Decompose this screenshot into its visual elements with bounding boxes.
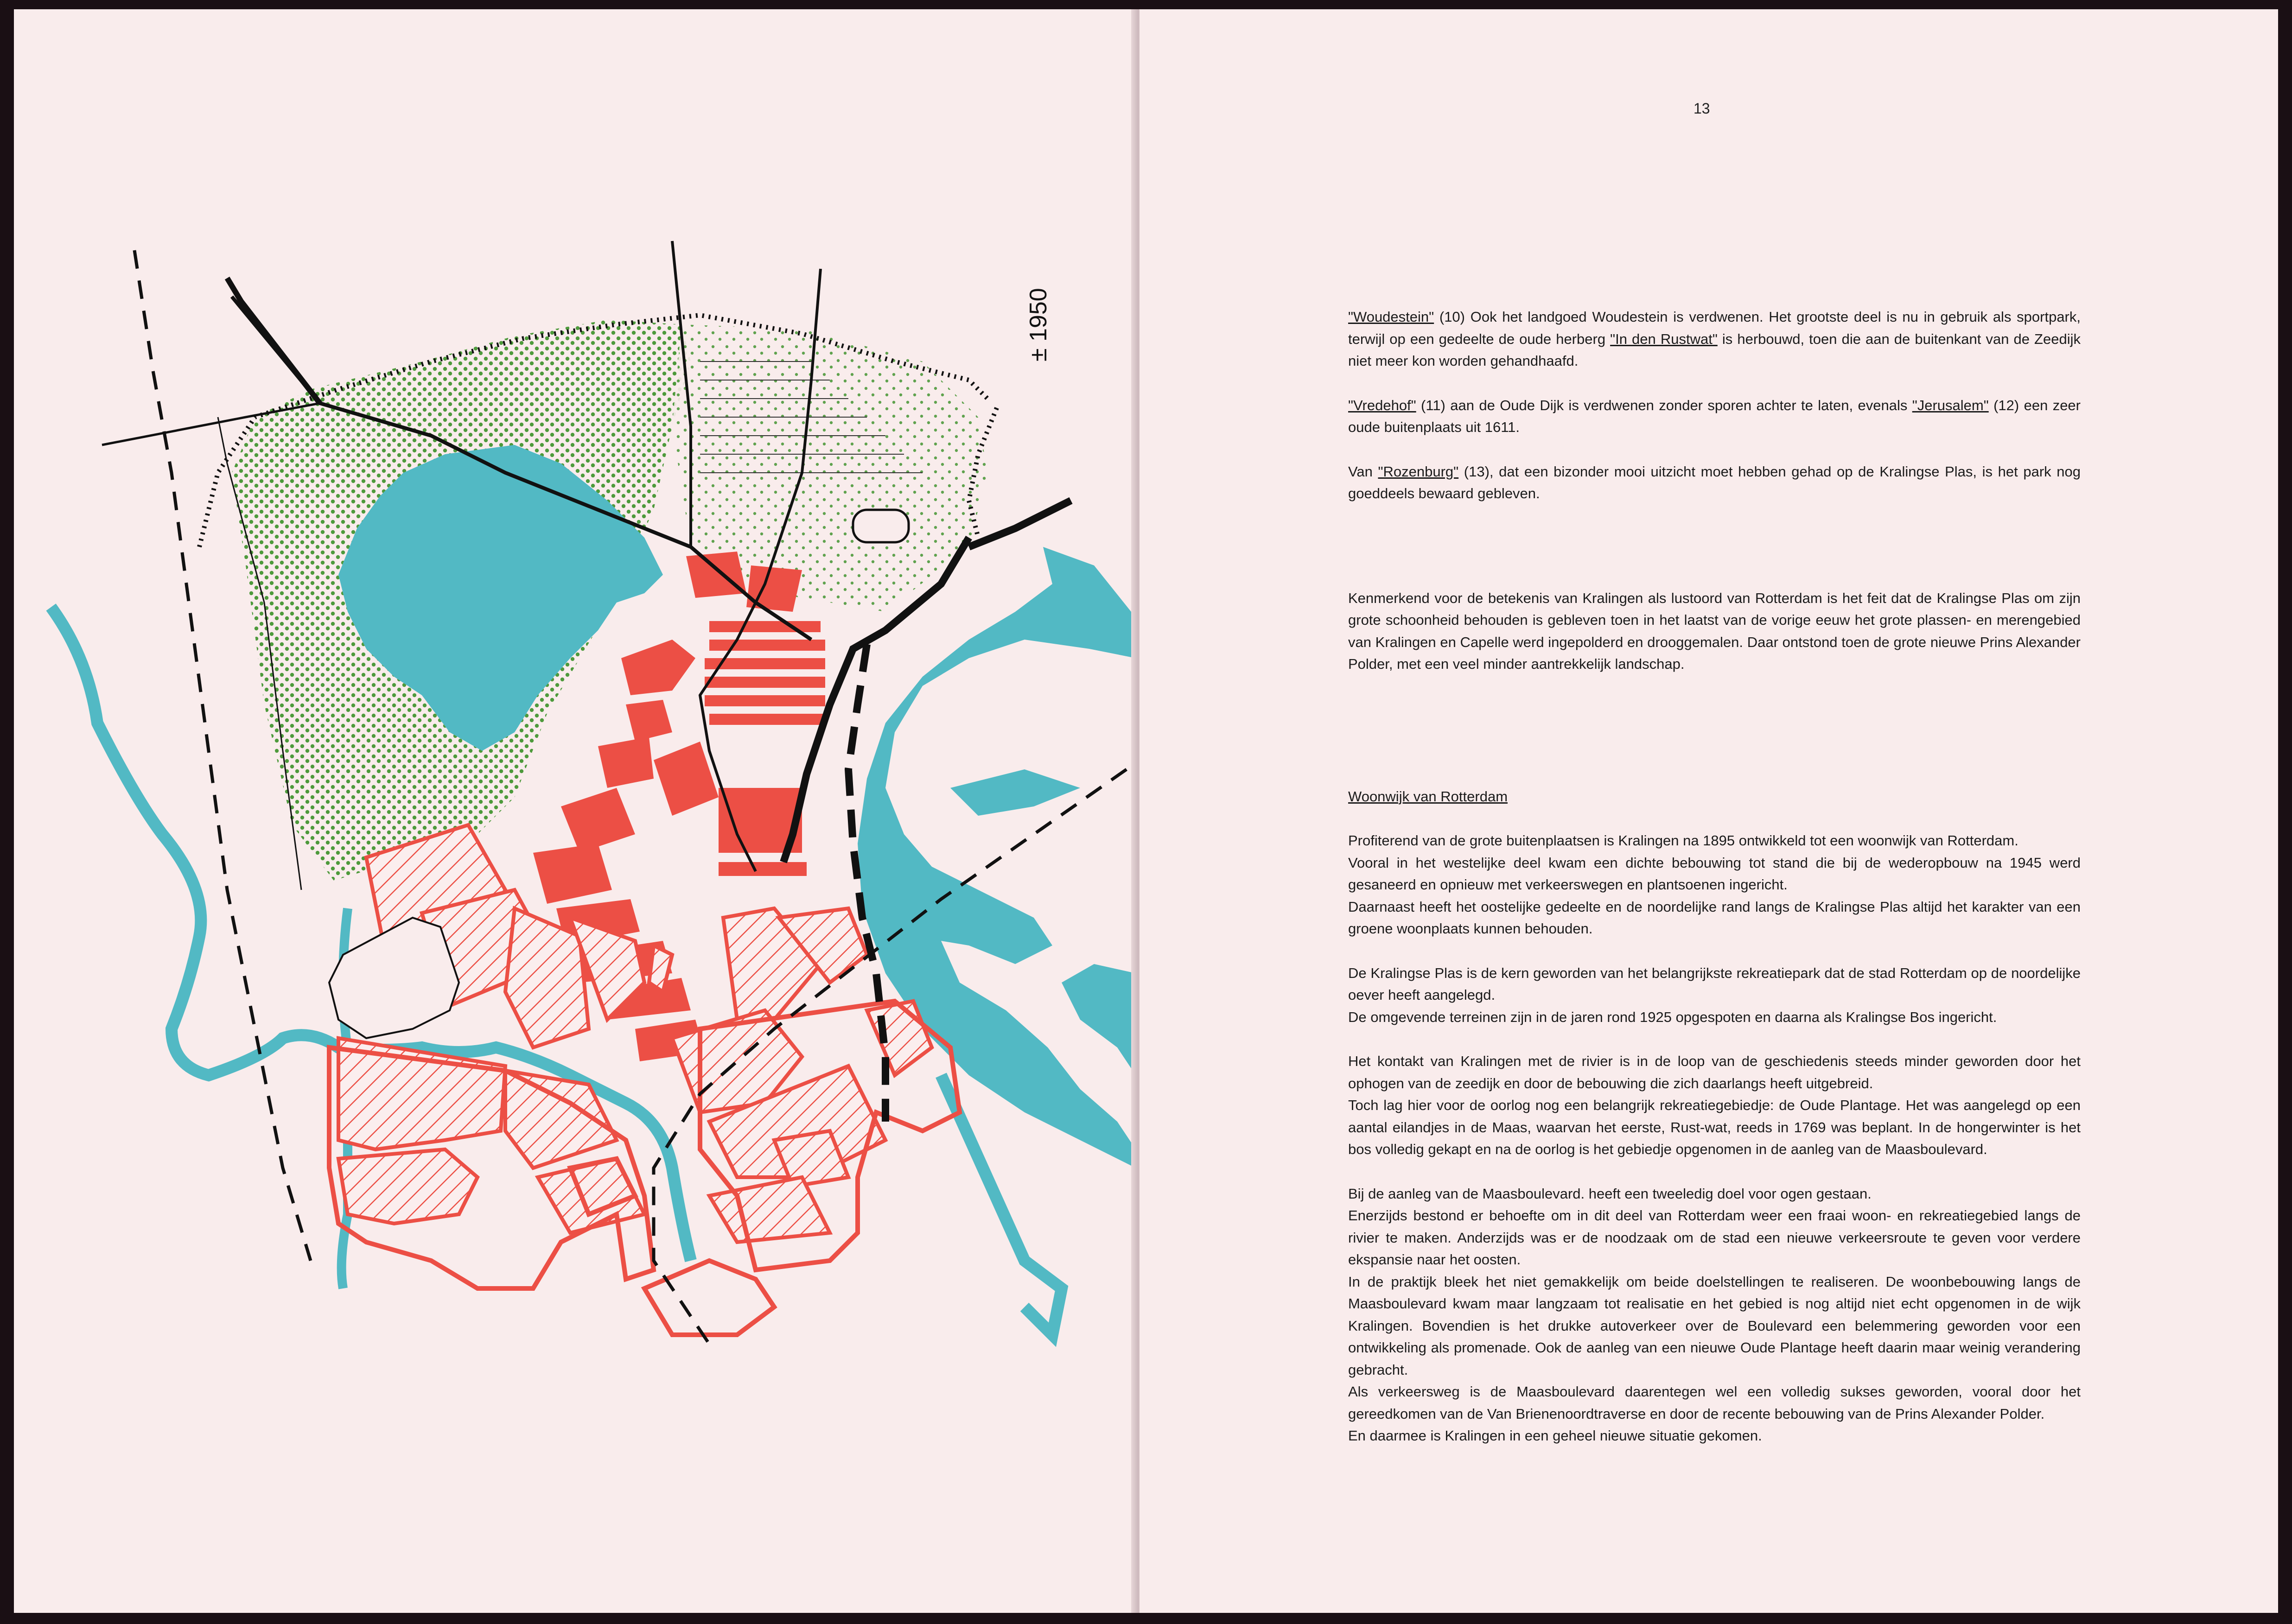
para4-line: En daarmee is Kralingen in een geheel nieuwe situatie gekomen.: [1348, 1427, 1762, 1444]
para2-line: De Kralingse Plas is de kern geworden van het belangrijkste rekreatiepark dat de stad Rotterdam op de noordelijke oever heeft aangelegd.: [1348, 964, 2081, 1003]
paragraph-rozenburg: [1348, 461, 2081, 505]
vredehof-text: (11) aan de Oude Dijk is verdwenen zonder sporen achter te laten, evenals: [1416, 397, 1912, 413]
para4-line: Als verkeersweg is de Maasboulevard daarentegen wel een volledig sukses geworden, vooral door het gereedkomen van de Van Brienenoordtraverse en door de recente bebouwing van de Prins Alexander Polder.: [1348, 1383, 2081, 1422]
map-year-label: ± 1950: [1025, 288, 1052, 362]
river-maas: [858, 547, 1136, 1168]
stadium: [853, 510, 909, 542]
jerusalem-text: (12) een zeer oude buitenplaats uit 1611.: [1348, 397, 2081, 435]
vredehof-term: "Vredehof": [1348, 397, 1416, 413]
woudestein-text-1: (10) Ook het landgoed Woudestein is verdwenen. Het grootste deel is nu in gebruik als sportpark, terwijl op een gedeelte de oude herberg: [1348, 309, 2081, 347]
para4-line: Enerzijds bestond er behoefte om in dit deel van Rotterdam weer een fraai woon- en rekreatiegebied langs de rivier te maken. Anderzijds was er de noodzaak om de stad een nieuwe verkeersroute te geven voor verdere ekspansie naar het oosten.: [1348, 1207, 2081, 1268]
paragraph-kontakt: [1348, 1050, 2081, 1161]
van-word: Van: [1348, 463, 1378, 480]
page-number: 13: [1694, 100, 1710, 117]
para4-line: Bij de aanleg van de Maasboulevard. heeft een tweeledig doel voor ogen gestaan.: [1348, 1185, 1872, 1202]
rozenburg-text: (13), dat een bizonder mooi uitzicht moet hebben gehad op de Kralingse Plas, is het park nog goeddeels bewaard gebleven.: [1348, 463, 2081, 501]
paragraph-vredehof: [1348, 394, 2081, 438]
kralingen-map: [14, 9, 1136, 1613]
text-column: [1348, 306, 2081, 1469]
para3-line: Het kontakt van Kralingen met de rivier is in de loop van de geschiedenis steeds minder geworden door het ophogen van de zeedijk en door de bebouwing die zich daarlangs heeft uitgebreid.: [1348, 1053, 2081, 1091]
rozenburg-term: "Rozenburg": [1378, 463, 1459, 480]
rustwat-term: "In den Rustwat": [1610, 330, 1718, 347]
paragraph-woudestein: [1348, 306, 2081, 372]
paragraph-maasboulevard: [1348, 1183, 2081, 1447]
section-heading: Woonwijk van Rotterdam: [1348, 788, 1508, 805]
para2-line: De omgevende terreinen zijn in de jaren rond 1925 opgespoten en daarna als Kralingse Bos ingericht.: [1348, 1009, 1997, 1025]
right-page: [1140, 9, 2278, 1613]
jerusalem-term: "Jerusalem": [1912, 397, 1989, 413]
para3-line: Toch lag hier voor de oorlog nog een belangrijk rekreatiegebiedje: de Oude Plantage. Het was aangelegd op een aantal eilandjes in de Maas, waarvan het eerste, Rust-wat, reeds in 1769 was beplant. In de hongerwinter is het bos volledig gekapt en na de oorlog is het gebiedje opgenomen in de aanleg van de Maasboulevard.: [1348, 1097, 2081, 1157]
para1-line: Daarnaast heeft het oostelijke gedeelte en de noordelijke rand langs de Kralingse Plas altijd het karakter van een groene woonplaats kunnen behouden.: [1348, 898, 2081, 937]
para4-line: In de praktijk bleek het niet gemakkelijk om beide doelstellingen te realiseren. De woonbebouwing langs de Maasboulevard kwam maar langzaam tot realisatie en het gebied is nog altijd niet echt opgenomen in de wijk Kralingen. Bovendien is het drukke autoverkeer over de Boulevard een belemmering geworden voor een ontwikkeling als promenade. Ook de aanleg van een nieuwe Oude Plantage heeft daarin maar weinig verandering gebracht.: [1348, 1273, 2081, 1378]
woudestein-term: "Woudestein": [1348, 309, 1434, 325]
built-area-hatched: [338, 825, 932, 1242]
paragraph-kralingse-plas: [1348, 962, 2081, 1028]
woudestein-text-2: is herbouwd, toen die aan de buitenkant van de Zeedijk niet meer kon worden gehandhaafd.: [1348, 330, 2081, 369]
para1-line: Vooral in het westelijke deel kwam een dichte bebouwing tot stand die bij de wederopbouw na 1945 werd gesaneerd en opnieuw met verkeerswegen en plantsoenen ingericht.: [1348, 854, 2081, 893]
river-maas-inner: [950, 769, 1080, 816]
paragraph-kenmerkend: Kenmerkend voor de betekenis van Kralingen als lustoord van Rotterdam is het feit dat de Kralingse Plas om zijn grote schoonheid behouden is gebleven toen in het laatst van de vorige eeuw het grote plassen- en merengebied van Kralingen en Capelle werd ingepolderd en drooggemalen. Daar ontstond toen de grote nieuwe Prins Alexander Polder, met een veel minder aantrekkelijk landschap.: [1348, 590, 2081, 672]
paragraph-profiterend: [1348, 830, 2081, 940]
para1-line: Profiterend van de grote buitenplaatsen is Kralingen na 1895 ontwikkeld tot een woonwijk van Rotterdam.: [1348, 832, 2018, 849]
left-page: [14, 9, 1136, 1613]
